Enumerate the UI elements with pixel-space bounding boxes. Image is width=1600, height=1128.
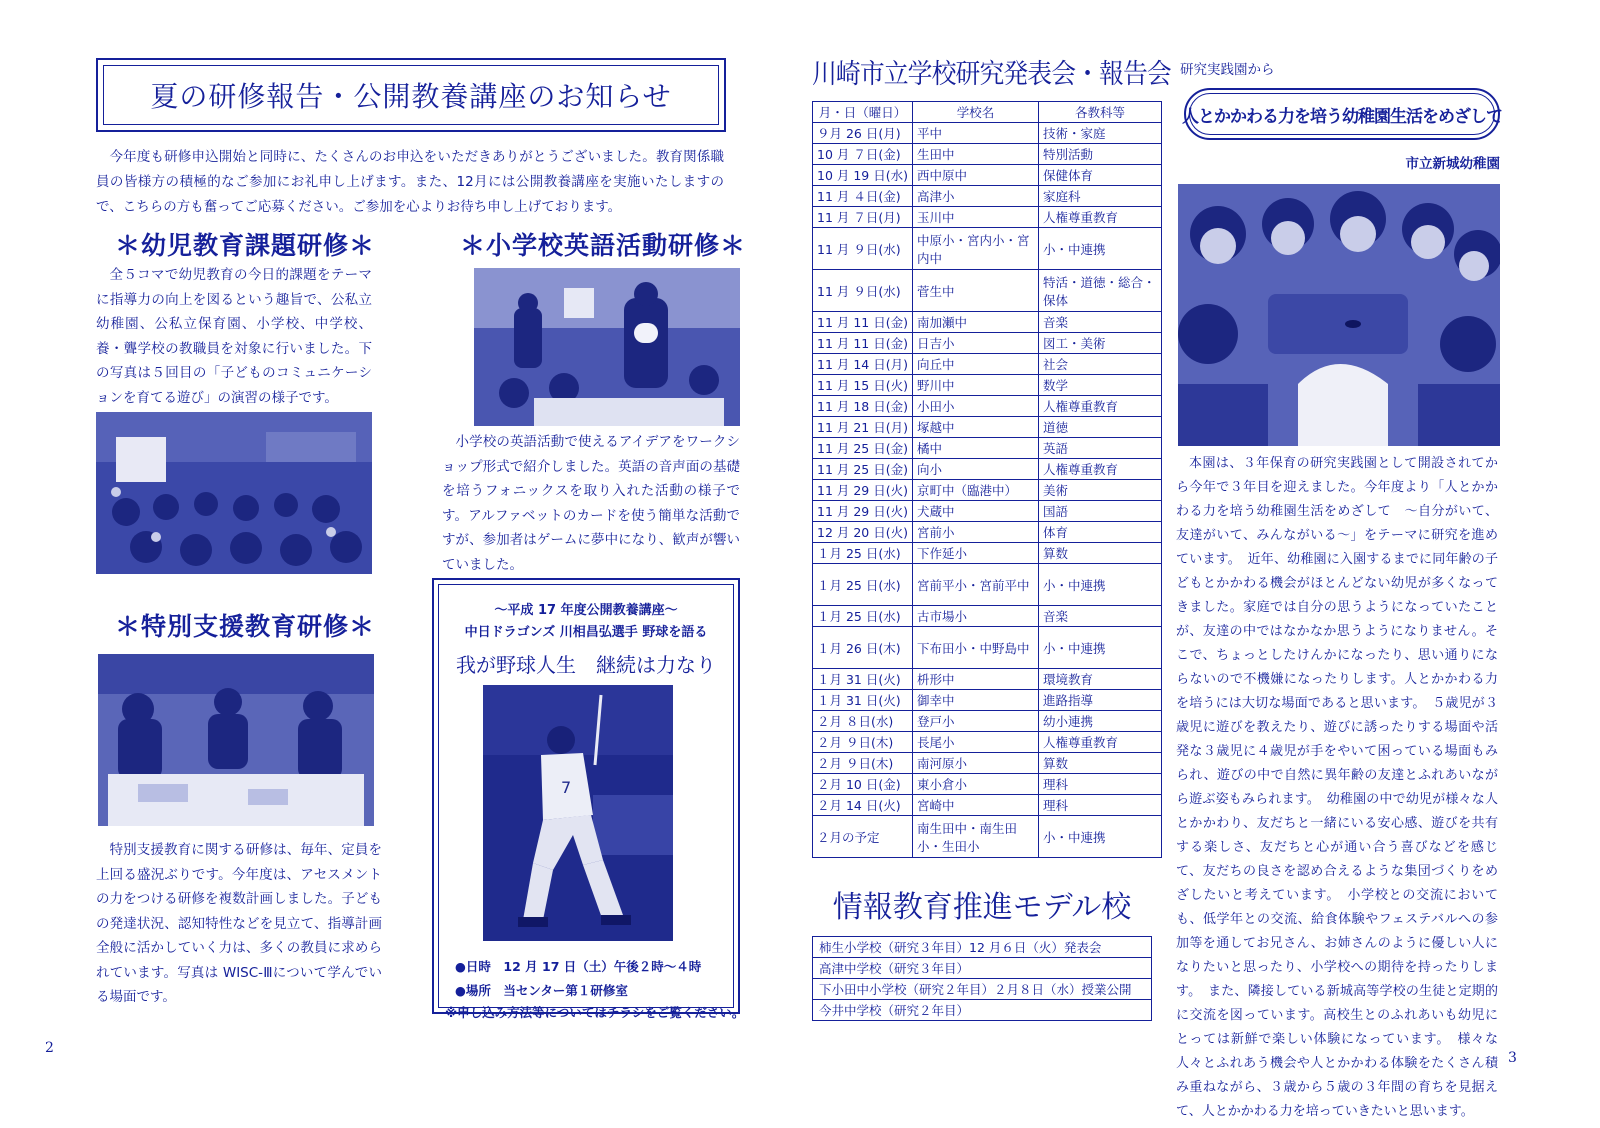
- title-inner: [103, 65, 719, 125]
- schedule-date-cell: 11 月 25 日(金): [813, 438, 913, 459]
- schedule-body: [813, 123, 1162, 858]
- schedule-subject-cell: 理科: [1039, 774, 1162, 795]
- schedule-date-cell: ２月 ９日(木): [813, 732, 913, 753]
- schedule-school-cell: 生田中: [913, 144, 1039, 165]
- schedule-date-cell: 11 月 ９日(水): [813, 270, 913, 312]
- table-row: [813, 937, 1152, 958]
- table-row: [813, 958, 1152, 979]
- table-row: [813, 459, 1162, 480]
- schedule-subject-cell: 特活・道徳・総合・保体: [1039, 270, 1162, 312]
- schedule-school-cell: 枡形中: [913, 669, 1039, 690]
- schedule-date-cell: 11 月 ９日(水): [813, 228, 913, 270]
- model-school-section: [812, 882, 1152, 1021]
- schedule-subject-cell: 人権尊重教育: [1039, 459, 1162, 480]
- table-row: [813, 795, 1162, 816]
- schedule-school-cell: 古市場小: [913, 606, 1039, 627]
- workshop-photo-illustration: [474, 268, 740, 426]
- schedule-subject-cell: 英語: [1039, 438, 1162, 459]
- table-row: [813, 606, 1162, 627]
- schedule-subject-cell: 技術・家庭: [1039, 123, 1162, 144]
- model-school-cell: 下小田中小学校（研究２年目）２月８日（水）授業公開: [813, 979, 1152, 1000]
- schedule-school-cell: 南生田中・南生田小・生田小: [913, 816, 1039, 858]
- classroom-photo-illustration: [96, 412, 372, 574]
- schedule-date-cell: 11 月 29 日(火): [813, 501, 913, 522]
- table-row: [813, 438, 1162, 459]
- special-support-photo: [98, 654, 374, 826]
- table-row: [813, 354, 1162, 375]
- table-row: [813, 333, 1162, 354]
- page-title: 夏の研修報告・公開教養講座のお知らせ: [150, 80, 672, 113]
- lecture-subtitle: ～平成 17 年度公開教養講座～: [494, 603, 678, 618]
- schedule-school-cell: 野川中: [913, 375, 1039, 396]
- schedule-school-cell: 向小: [913, 459, 1039, 480]
- intro-paragraph: 今年度も研修申込開始と同時に、たくさんのお申込をいただきありがとうございました。教育関係職員の皆様方の積極的なご参加にお礼申し上げます。また、12月には公開教養講座を実施いたしますので、こちらの方も奮ってご応募ください。ご参加を心よりお待ち申し上げております。: [96, 149, 724, 215]
- schedule-date-cell: 11 月 ４日(金): [813, 186, 913, 207]
- schedule-subject-cell: 環境教育: [1039, 669, 1162, 690]
- table-row: [813, 669, 1162, 690]
- model-school-table: [812, 936, 1152, 1021]
- schedule-subject-cell: 小・中連携: [1039, 228, 1162, 270]
- table-row: [813, 522, 1162, 543]
- baseball-player-photo: [483, 685, 673, 941]
- schedule-date-cell: 11 月 18 日(金): [813, 396, 913, 417]
- schedule-school-cell: 菅生中: [913, 270, 1039, 312]
- schedule-date-cell: 11 月 ７日(月): [813, 207, 913, 228]
- schedule-school-cell: 犬蔵中: [913, 501, 1039, 522]
- schedule-date-cell: ２月 ９日(木): [813, 753, 913, 774]
- title-frame: [96, 58, 726, 132]
- table-row: [813, 627, 1162, 669]
- schedule-date-cell: ２月 10 日(金): [813, 774, 913, 795]
- schedule-subject-cell: 小・中連携: [1039, 564, 1162, 606]
- kindergarten-section: [1176, 52, 1504, 1119]
- table-row: [813, 228, 1162, 270]
- schedule-date-cell: 11 月 14 日(月): [813, 354, 913, 375]
- schedule-school-cell: 小田小: [913, 396, 1039, 417]
- schedule-school-cell: 長尾小: [913, 732, 1039, 753]
- schedule-school-cell: 京町中（臨港中）: [913, 480, 1039, 501]
- table-row: [813, 186, 1162, 207]
- table-row: [813, 417, 1162, 438]
- schedule-subject-cell: 進路指導: [1039, 690, 1162, 711]
- table-row: [813, 375, 1162, 396]
- table-row: [813, 816, 1162, 858]
- section-heading-early-education: ＊幼児教育課題研修＊: [115, 231, 376, 260]
- schedule-date-cell: ２月 ８日(水): [813, 711, 913, 732]
- schedule-subject-cell: 図工・美術: [1039, 333, 1162, 354]
- schedule-school-cell: 南河原小: [913, 753, 1039, 774]
- schedule-date-cell: 10 月 19 日(水): [813, 165, 913, 186]
- early-education-text: 全５コマで幼児教育の今日的課題をテーマに指導力の向上を図るという趣旨で、公私立幼稚園、公私立保育園、小学校、中学校、養・聾学校の教職員を対象に行いました。下の写真は５回目の「子どものコミュニケーションを育てる遊び」の演習の様子です。: [96, 267, 372, 406]
- schedule-date-cell: 11 月 21 日(月): [813, 417, 913, 438]
- schedule-school-cell: 宮前平小・宮前平中: [913, 564, 1039, 606]
- table-row: [813, 501, 1162, 522]
- schedule-subject-cell: 理科: [1039, 795, 1162, 816]
- schedule-subject-cell: 人権尊重教育: [1039, 732, 1162, 753]
- schedule-school-cell: 平中: [913, 123, 1039, 144]
- kindergarten-title-frame: [1184, 88, 1500, 140]
- schedule-school-cell: 御幸中: [913, 690, 1039, 711]
- schedule-date-cell: ２月の予定: [813, 816, 913, 858]
- table-row: [813, 480, 1162, 501]
- children-photo: [1178, 184, 1500, 446]
- schedule-date-cell: 11 月 25 日(金): [813, 459, 913, 480]
- kindergarten-name: 市立新城幼稚園: [1405, 156, 1500, 172]
- header-date: 月・日（曜日）: [813, 102, 913, 123]
- schedule-date-cell: 11 月 11 日(金): [813, 312, 913, 333]
- left-page: [0, 0, 780, 1128]
- schedule-date-cell: ９月 26 日(月): [813, 123, 913, 144]
- schedule-date-cell: １月 25 日(水): [813, 543, 913, 564]
- schedule-date-cell: ２月 14 日(火): [813, 795, 913, 816]
- schedule-subject-cell: 国語: [1039, 501, 1162, 522]
- schedule-table: [812, 101, 1162, 858]
- schedule-school-cell: 南加瀬中: [913, 312, 1039, 333]
- children-playing-illustration: [1178, 184, 1500, 446]
- table-row: [813, 312, 1162, 333]
- svg-text:7: 7: [561, 778, 572, 797]
- kindergarten-title-inner: [1182, 93, 1502, 135]
- schedule-date-cell: １月 31 日(火): [813, 690, 913, 711]
- schedule-subject-cell: 人権尊重教育: [1039, 207, 1162, 228]
- kindergarten-title: 人とかかわる力を培う幼稚園生活をめざして: [1182, 106, 1502, 127]
- schedule-school-cell: 西中原中: [913, 165, 1039, 186]
- section-heading-english: ＊小学校英語活動研修＊: [460, 231, 747, 260]
- early-education-photo: [96, 412, 372, 574]
- schedule-school-cell: 玉川中: [913, 207, 1039, 228]
- schedule-date-cell: 12 月 20 日(火): [813, 522, 913, 543]
- schedule-school-cell: 下作延小: [913, 543, 1039, 564]
- schedule-subject-cell: 社会: [1039, 354, 1162, 375]
- schedule-header-row: [813, 102, 1162, 123]
- lecture-speaker: 中日ドラゴンズ 川相昌弘選手 野球を語る: [464, 625, 708, 640]
- schedule-school-cell: 宮前小: [913, 522, 1039, 543]
- table-row: [813, 711, 1162, 732]
- header-school: 学校名: [913, 102, 1039, 123]
- page-number-left: 2: [45, 1040, 54, 1056]
- lecture-date: ●日時 12 月 17 日（土）午後２時～４時: [455, 959, 702, 974]
- schedule-subject-cell: 保健体育: [1039, 165, 1162, 186]
- kindergarten-text: 本園は、３年保育の研究実践園として開設されてから今年で３年目を迎えました。今年度より「人とかかわる力を培う幼稚園生活をめざして ～自分がいて、友達がいて、みんながいる～」をテーマに研究を進めています。 近年、幼稚園に入園するまでに同年齢の子どもとかかわる機会がほとんどない幼児が多くなってきました。家庭では自分の思うようになっていたことが、友達の中ではなかなか思うようになりません。そこで、ちょっとしたけんかになったり、思い通りにならないので不機嫌になったりします。人とかかわる力を培うには大切な場面であると思います。 ５歳児が３歳児に遊びを教えたり、遊びに誘ったりする場面や活発な３歳児に４歳児が手をやいて困っている場面もみられ、遊びの中で自然に異年齢の友達とふれあいながら遊ぶ姿もみられます。 幼稚園の中で幼児が様々な人とかかわり、友だちと一緒にいる安心感、遊びを共有する楽しさ、友だちと心が通い合う喜びなどを感じて、友だちの良さを認め合えるような集団づくりをめざしたいと考えています。 小学校との交流においても、低学年との交流、給食体験やフェステバルへの参加等を通してお兄さん、お姉さんのように優しい人になりたいと思ったり、小学校への期待を持ったりします。 また、隣接している新城高等学校の生徒と定期的に交流を図っています。高校生とのふれあいも幼児にとっては新鮮で楽しい体験になっています。 様々な人々とふれあう機会や人とかかわる体験をたくさん積み重ねながら、３歳から５歳の３年間の育ちを見据えて、人とかかわる力を培っていきたいと思います。: [1176, 456, 1498, 1119]
- schedule-subject-cell: 美術: [1039, 480, 1162, 501]
- schedule-date-cell: １月 31 日(火): [813, 669, 913, 690]
- schedule-subject-cell: 音楽: [1039, 312, 1162, 333]
- schedule-date-cell: １月 25 日(水): [813, 564, 913, 606]
- schedule-subject-cell: 家庭科: [1039, 186, 1162, 207]
- schedule-date-cell: 10 月 ７日(金): [813, 144, 913, 165]
- lecture-place: ●場所 当センター第１研修室: [455, 983, 628, 998]
- baseball-batter-illustration: [483, 685, 673, 941]
- lecture-note: ※申し込み方法等についてはチラシをご覧ください。: [445, 1005, 745, 1020]
- schedule-school-cell: 登戸小: [913, 711, 1039, 732]
- lecture-inner-frame: [438, 584, 745, 1020]
- english-activity-text: 小学校の英語活動で使えるアイデアをワークショップ形式で紹介しました。英語の音声面の基礎を培うフォニックスを取り入れた活動の様子です。アルファベットのカードを使う簡単な活動ですが、参加者はゲームに夢中になり、歓声が響いていました。: [442, 434, 740, 573]
- schedule-subject-cell: 特別活動: [1039, 144, 1162, 165]
- schedule-subject-cell: 人権尊重教育: [1039, 396, 1162, 417]
- training-photo-illustration: [98, 654, 374, 826]
- research-schedule-section: [812, 52, 1171, 858]
- english-activity-photo: [474, 268, 740, 426]
- schedule-school-cell: 向丘中: [913, 354, 1039, 375]
- schedule-subject-cell: 算数: [1039, 543, 1162, 564]
- table-row: [813, 396, 1162, 417]
- table-row: [813, 690, 1162, 711]
- schedule-date-cell: 11 月 11 日(金): [813, 333, 913, 354]
- model-school-cell: 今井中学校（研究２年目）: [813, 1000, 1152, 1021]
- table-row: [813, 543, 1162, 564]
- table-row: [813, 207, 1162, 228]
- table-row: [813, 564, 1162, 606]
- section-heading-special-support: ＊特別支援教育研修＊: [115, 612, 376, 641]
- schedule-school-cell: 東小倉小: [913, 774, 1039, 795]
- schedule-school-cell: 中原小・宮内小・宮内中: [913, 228, 1039, 270]
- table-row: [813, 165, 1162, 186]
- schedule-school-cell: 日吉小: [913, 333, 1039, 354]
- table-row: [813, 144, 1162, 165]
- schedule-school-cell: 橘中: [913, 438, 1039, 459]
- special-support-text: 特別支援教育に関する研修は、毎年、定員を上回る盛況ぶりです。今年度は、アセスメントの力をつける研修を複数計画しました。子どもの発達状況、認知特性などを見立て、指導計画全般に活かしていく力は、多くの教員に求められています。写真は WISC-Ⅲについて学んでいる場面です。: [96, 842, 382, 1005]
- model-school-cell: 柿生小学校（研究３年目）12 月６日（火）発表会: [813, 937, 1152, 958]
- schedule-subject-cell: 音楽: [1039, 606, 1162, 627]
- schedule-subject-cell: 算数: [1039, 753, 1162, 774]
- table-row: [813, 774, 1162, 795]
- lecture-title: 我が野球人生 継続は力なり: [456, 653, 716, 677]
- table-row: [813, 753, 1162, 774]
- lecture-announcement-box: [432, 578, 745, 1020]
- table-row: [813, 732, 1162, 753]
- model-school-title: 情報教育推進モデル校: [832, 890, 1132, 925]
- schedule-date-cell: 11 月 15 日(火): [813, 375, 913, 396]
- schedule-subject-cell: 数学: [1039, 375, 1162, 396]
- header-subject: 各教科等: [1039, 102, 1162, 123]
- schedule-date-cell: 11 月 29 日(火): [813, 480, 913, 501]
- schedule-school-cell: 宮崎中: [913, 795, 1039, 816]
- page-number-right: 3: [1508, 1050, 1517, 1066]
- table-row: [813, 979, 1152, 1000]
- schedule-date-cell: １月 26 日(木): [813, 627, 913, 669]
- table-row: [813, 270, 1162, 312]
- table-row: [813, 123, 1162, 144]
- table-row: [813, 1000, 1152, 1021]
- schedule-date-cell: １月 25 日(水): [813, 606, 913, 627]
- schedule-subject-cell: 道徳: [1039, 417, 1162, 438]
- model-school-cell: 高津中学校（研究３年目）: [813, 958, 1152, 979]
- schedule-subject-cell: 小・中連携: [1039, 627, 1162, 669]
- schedule-subject-cell: 体育: [1039, 522, 1162, 543]
- schedule-school-cell: 下布田小・中野島中: [913, 627, 1039, 669]
- schedule-subject-cell: 幼小連携: [1039, 711, 1162, 732]
- schedule-title: 川崎市立学校研究発表会・報告会: [812, 59, 1171, 90]
- schedule-school-cell: 塚越中: [913, 417, 1039, 438]
- schedule-school-cell: 高津小: [913, 186, 1039, 207]
- schedule-subject-cell: 小・中連携: [1039, 816, 1162, 858]
- section-label: 研究実践園から: [1180, 62, 1275, 78]
